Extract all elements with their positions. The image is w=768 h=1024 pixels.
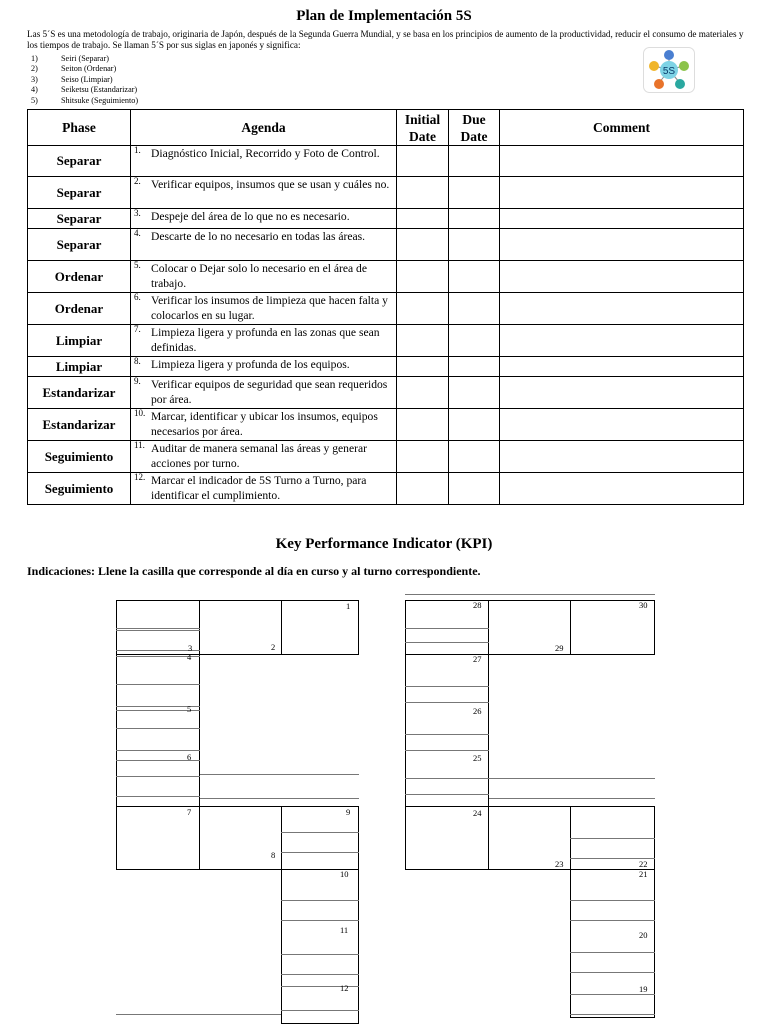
initial-date-cell[interactable] bbox=[397, 357, 449, 377]
shift-line bbox=[405, 778, 489, 779]
agenda-number: 11. bbox=[134, 440, 145, 450]
day-number: 28 bbox=[473, 600, 482, 610]
shift-line bbox=[405, 686, 489, 687]
day-number: 2 bbox=[271, 642, 276, 652]
agenda-cell bbox=[131, 146, 397, 177]
header-comment: Comment bbox=[500, 110, 744, 146]
initial-date-cell[interactable] bbox=[397, 409, 449, 441]
day-number: 19 bbox=[639, 984, 648, 994]
comment-cell[interactable] bbox=[500, 357, 744, 377]
agenda-number: 12. bbox=[134, 472, 146, 482]
day-number: 23 bbox=[555, 859, 564, 869]
shift-line bbox=[200, 798, 359, 799]
day-number: 5 bbox=[187, 704, 192, 714]
due-date-cell[interactable] bbox=[449, 146, 500, 177]
kpi-instructions: Indicaciones: Llene la casilla que corresponde al día en curso y al turno correspondiente. bbox=[27, 564, 481, 578]
shift-line bbox=[281, 920, 359, 921]
table-row bbox=[28, 473, 744, 505]
shift-line bbox=[116, 684, 200, 685]
table-row bbox=[28, 177, 744, 209]
agenda-text: Auditar de manera semanal las áreas y generar acciones por turno. bbox=[151, 442, 367, 470]
comment-cell[interactable] bbox=[500, 146, 744, 177]
shift-line bbox=[281, 832, 359, 833]
shift-line bbox=[116, 630, 200, 631]
shift-line bbox=[570, 1014, 655, 1015]
shift-line bbox=[570, 994, 655, 995]
shift-line bbox=[281, 1010, 359, 1011]
agenda-text: Descarte de lo no necesario en todas las áreas. bbox=[151, 230, 366, 243]
initial-date-cell[interactable] bbox=[397, 441, 449, 473]
day-number: 7 bbox=[187, 807, 192, 817]
principle-item bbox=[31, 54, 138, 64]
comment-cell[interactable] bbox=[500, 377, 744, 409]
phase-cell: Separar bbox=[28, 146, 131, 177]
shift-line bbox=[405, 794, 489, 795]
initial-date-cell[interactable] bbox=[397, 177, 449, 209]
shift-line bbox=[116, 628, 200, 629]
agenda-number: 3. bbox=[134, 208, 141, 218]
shift-line bbox=[570, 900, 655, 901]
shift-line bbox=[281, 900, 359, 901]
comment-cell[interactable] bbox=[500, 261, 744, 293]
agenda-text: Colocar o Dejar solo lo necesario en el área de trabajo. bbox=[151, 262, 367, 290]
day-cell[interactable] bbox=[281, 869, 359, 1024]
kpi-calendar-right bbox=[405, 594, 655, 1024]
table-row bbox=[28, 146, 744, 177]
shift-line bbox=[570, 838, 655, 839]
agenda-text: Verificar los insumos de limpieza que hacen falta y colocarlos en su lugar. bbox=[151, 294, 388, 322]
day-number: 24 bbox=[473, 808, 482, 818]
day-cell[interactable] bbox=[570, 869, 655, 1018]
phase-cell: Limpiar bbox=[28, 357, 131, 377]
shift-line bbox=[281, 974, 359, 975]
kpi-title: Key Performance Indicator (KPI) bbox=[275, 536, 493, 552]
day-number: 30 bbox=[639, 600, 648, 610]
phase-cell: Estandarizar bbox=[28, 377, 131, 409]
agenda-number: 5. bbox=[134, 260, 141, 270]
principle-item bbox=[31, 85, 138, 95]
agenda-text: Diagnóstico Inicial, Recorrido y Foto de Control. bbox=[151, 147, 380, 160]
header-phase: Phase bbox=[28, 110, 131, 146]
shift-line bbox=[570, 972, 655, 973]
agenda-text: Limpieza ligera y profunda de los equipos. bbox=[151, 358, 350, 371]
initial-date-cell[interactable] bbox=[397, 377, 449, 409]
shift-line bbox=[405, 628, 489, 629]
principle-item bbox=[31, 96, 138, 106]
phase-cell: Ordenar bbox=[28, 261, 131, 293]
shift-line bbox=[405, 702, 489, 703]
principle-number: 3) bbox=[31, 74, 38, 84]
comment-cell[interactable] bbox=[500, 409, 744, 441]
agenda-number: 4. bbox=[134, 228, 141, 238]
comment-cell[interactable] bbox=[500, 473, 744, 505]
header-initial-date: Initial Date bbox=[397, 110, 449, 146]
5s-logo bbox=[643, 47, 695, 93]
initial-date-cell[interactable] bbox=[397, 229, 449, 261]
agenda-cell bbox=[131, 229, 397, 261]
principles-list bbox=[31, 54, 138, 106]
agenda-number: 6. bbox=[134, 292, 141, 302]
day-number: 4 bbox=[187, 652, 192, 662]
table-row bbox=[28, 377, 744, 409]
agenda-cell bbox=[131, 357, 397, 377]
table-row bbox=[28, 229, 744, 261]
comment-cell[interactable] bbox=[500, 177, 744, 209]
day-number: 22 bbox=[639, 859, 648, 869]
shift-line bbox=[116, 750, 200, 751]
shift-line bbox=[116, 1014, 281, 1015]
day-cell[interactable] bbox=[199, 600, 282, 655]
kpi-calendar-left bbox=[116, 600, 360, 1024]
agenda-text: Marcar, identificar y ubicar los insumos, equipos necesarios por área. bbox=[151, 410, 378, 438]
table-row bbox=[28, 409, 744, 441]
agenda-cell bbox=[131, 473, 397, 505]
principle-label: Shitsuke (Seguimiento) bbox=[61, 95, 139, 105]
day-number: 29 bbox=[555, 643, 564, 653]
day-number: 9 bbox=[346, 807, 351, 817]
principle-item bbox=[31, 64, 138, 74]
due-date-cell[interactable] bbox=[449, 229, 500, 261]
shift-line bbox=[281, 954, 359, 955]
comment-cell[interactable] bbox=[500, 441, 744, 473]
header-agenda: Agenda bbox=[131, 110, 397, 146]
intro-paragraph: Las 5´S es una metodología de trabajo, originaria de Japón, después de la Segunda Guerra Mundial, y se basa en los principios de aumento de la productividad, reducir el consumo de materiales y los tiempos de trabajo. Se llaman 5´S por sus siglas en japonés y significa: bbox=[27, 29, 744, 50]
table-row bbox=[28, 325, 744, 357]
principle-number: 5) bbox=[31, 95, 38, 105]
table-row bbox=[28, 209, 744, 229]
shift-line bbox=[570, 920, 655, 921]
table-row bbox=[28, 261, 744, 293]
shift-line bbox=[405, 750, 489, 751]
day-number: 11 bbox=[340, 925, 349, 935]
shift-line bbox=[200, 774, 359, 775]
comment-cell[interactable] bbox=[500, 229, 744, 261]
agenda-text: Verificar equipos, insumos que se usan y cuáles no. bbox=[151, 178, 390, 191]
agenda-cell bbox=[131, 177, 397, 209]
due-date-cell[interactable] bbox=[449, 473, 500, 505]
day-cell[interactable] bbox=[199, 806, 282, 870]
header-due-date: Due Date bbox=[449, 110, 500, 146]
shift-line bbox=[116, 728, 200, 729]
page-title: Plan de Implementación 5S bbox=[296, 8, 472, 24]
due-date-cell[interactable] bbox=[449, 441, 500, 473]
day-number: 3 bbox=[188, 643, 193, 653]
agenda-text: Marcar el indicador de 5S Turno a Turno, para identificar el cumplimiento. bbox=[151, 474, 367, 502]
day-number: 20 bbox=[639, 930, 648, 940]
phase-cell: Separar bbox=[28, 177, 131, 209]
agenda-cell bbox=[131, 377, 397, 409]
comment-cell[interactable] bbox=[500, 293, 744, 325]
table-row bbox=[28, 357, 744, 377]
initial-date-cell[interactable] bbox=[397, 325, 449, 357]
shift-line bbox=[489, 778, 655, 779]
shift-line bbox=[116, 796, 200, 797]
due-date-cell[interactable] bbox=[449, 325, 500, 357]
principle-number: 4) bbox=[31, 85, 38, 95]
agenda-text: Limpieza ligera y profunda en las zonas que sean definidas. bbox=[151, 326, 380, 354]
day-number: 12 bbox=[340, 983, 349, 993]
shift-line bbox=[405, 594, 655, 595]
agenda-number: 9. bbox=[134, 376, 141, 386]
shift-line bbox=[281, 852, 359, 853]
day-number: 27 bbox=[473, 654, 482, 664]
agenda-cell bbox=[131, 261, 397, 293]
phase-cell: Estandarizar bbox=[28, 409, 131, 441]
shift-line bbox=[489, 798, 655, 799]
phase-cell: Separar bbox=[28, 209, 131, 229]
day-number: 10 bbox=[340, 869, 349, 879]
phase-cell: Seguimiento bbox=[28, 473, 131, 505]
principle-item bbox=[31, 75, 138, 85]
principle-number: 1) bbox=[31, 54, 38, 63]
table-row bbox=[28, 441, 744, 473]
agenda-cell bbox=[131, 441, 397, 473]
agenda-text: Despeje del área de lo que no es necesario. bbox=[151, 210, 350, 223]
initial-date-cell[interactable] bbox=[397, 473, 449, 505]
principle-label: Seiri (Separar) bbox=[61, 54, 109, 63]
agenda-number: 8. bbox=[134, 356, 141, 366]
due-date-cell[interactable] bbox=[449, 357, 500, 377]
comment-cell[interactable] bbox=[500, 325, 744, 357]
phase-cell: Separar bbox=[28, 229, 131, 261]
agenda-cell bbox=[131, 293, 397, 325]
implementation-plan-table bbox=[27, 109, 744, 505]
agenda-number: 2. bbox=[134, 176, 141, 186]
initial-date-cell[interactable] bbox=[397, 261, 449, 293]
principle-number: 2) bbox=[31, 64, 38, 74]
principle-label: Seiso (Limpiar) bbox=[61, 74, 113, 84]
agenda-cell bbox=[131, 209, 397, 229]
due-date-cell[interactable] bbox=[449, 261, 500, 293]
initial-date-cell[interactable] bbox=[397, 293, 449, 325]
logo-text: 5S bbox=[662, 66, 676, 77]
day-cell[interactable] bbox=[116, 654, 200, 807]
initial-date-cell[interactable] bbox=[397, 146, 449, 177]
agenda-text: Verificar equipos de seguridad que sean requeridos por área. bbox=[151, 378, 388, 406]
shift-line bbox=[405, 642, 489, 643]
day-number: 6 bbox=[187, 752, 192, 762]
due-date-cell[interactable] bbox=[449, 293, 500, 325]
principle-label: Seiton (Ordenar) bbox=[61, 64, 117, 74]
due-date-cell[interactable] bbox=[449, 377, 500, 409]
day-number: 8 bbox=[271, 850, 276, 860]
comment-cell[interactable] bbox=[500, 209, 744, 229]
day-cell[interactable] bbox=[405, 654, 489, 807]
due-date-cell[interactable] bbox=[449, 209, 500, 229]
due-date-cell[interactable] bbox=[449, 409, 500, 441]
table-row bbox=[28, 293, 744, 325]
agenda-cell bbox=[131, 325, 397, 357]
initial-date-cell[interactable] bbox=[397, 209, 449, 229]
agenda-number: 7. bbox=[134, 324, 141, 334]
shift-line bbox=[570, 952, 655, 953]
phase-cell: Seguimiento bbox=[28, 441, 131, 473]
agenda-number: 1. bbox=[134, 145, 141, 155]
phase-cell: Ordenar bbox=[28, 293, 131, 325]
shift-line bbox=[116, 776, 200, 777]
agenda-cell bbox=[131, 409, 397, 441]
agenda-number: 10. bbox=[134, 408, 146, 418]
principle-label: Seiketsu (Estandarizar) bbox=[61, 85, 138, 95]
day-number: 21 bbox=[639, 869, 648, 879]
day-number: 26 bbox=[473, 706, 482, 716]
shift-line bbox=[405, 734, 489, 735]
day-number: 25 bbox=[473, 753, 482, 763]
due-date-cell[interactable] bbox=[449, 177, 500, 209]
phase-cell: Limpiar bbox=[28, 325, 131, 357]
day-number: 1 bbox=[346, 601, 351, 611]
